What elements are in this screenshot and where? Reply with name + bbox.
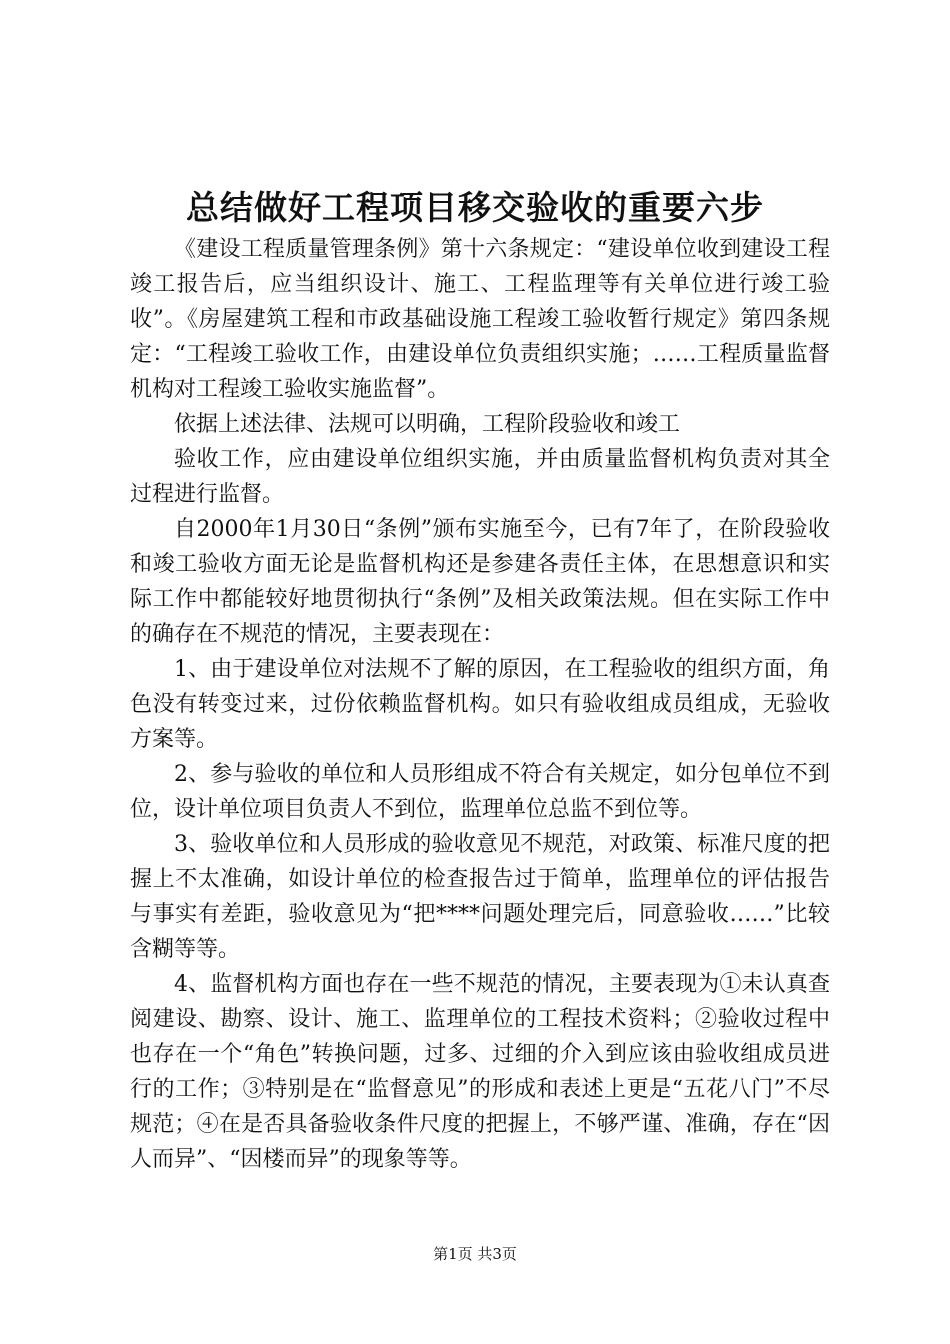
paragraph-item-3: 3、验收单位和人员形成的验收意见不规范，对政策、标准尺度的把握上不太准确，如设计单位的检查报告过于简单，监理单位的评估报告与事实有差距，验收意见为“把****问题处理完后，同意验收……”比较含糊等等。	[130, 832, 830, 962]
page-number-footer: 第1页 共3页	[433, 1245, 517, 1263]
paragraph-acceptance-work: 验收工作，应由建设单位组织实施，并由质量监督机构负责对其全过程进行监督。	[130, 447, 830, 507]
paragraph-item-1: 1、由于建设单位对法规不了解的原因，在工程验收的组织方面，角色没有转变过来，过份依赖监督机构。如只有验收组成员组成，无验收方案等。	[130, 657, 830, 752]
document-title: 总结做好工程项目移交验收的重要六步	[186, 188, 764, 227]
document-body	[130, 232, 830, 1177]
paragraph-item-4: 4、监督机构方面也存在一些不规范的情况，主要表现为①未认真查阅建设、勘察、设计、施工、监理单位的工程技术资料；②验收过程中也存在一个“角色”转换问题，过多、过细的介入到应该由验收组成员进行的工作；③特别是在“监督意见”的形成和表述上更是“五花八门”不尽规范；④在是否具备验收条件尺度的把握上，不够严谨、准确，存在“因人而异”、“因楼而异”的现象等等。	[130, 972, 830, 1172]
paragraph-since-2000: 自2000年1月30日“条例”颁布实施至今，已有7年了，在阶段验收和竣工验收方面无论是监督机构还是参建各责任主体，在思想意识和实际工作中都能较好地贯彻执行“条例”及相关政策法规。但在实际工作中的确存在不规范的情况，主要表现在：	[130, 517, 830, 647]
paragraph-item-2: 2、参与验收的单位和人员形组成不符合有关规定，如分包单位不到位，设计单位项目负责人不到位，监理单位总监不到位等。	[130, 762, 830, 822]
paragraph-regulation-quote: 《建设工程质量管理条例》第十六条规定：“建设单位收到建设工程竣工报告后，应当组织设计、施工、工程监理等有关单位进行竣工验收”。《房屋建筑工程和市政基础设施工程竣工验收暂行规定》第四条规定：“工程竣工验收工作，由建设单位负责组织实施；……工程质量监督机构对工程竣工验收实施监督”。	[130, 237, 830, 402]
paragraph-basis: 依据上述法律、法规可以明确，工程阶段验收和竣工	[174, 412, 681, 437]
